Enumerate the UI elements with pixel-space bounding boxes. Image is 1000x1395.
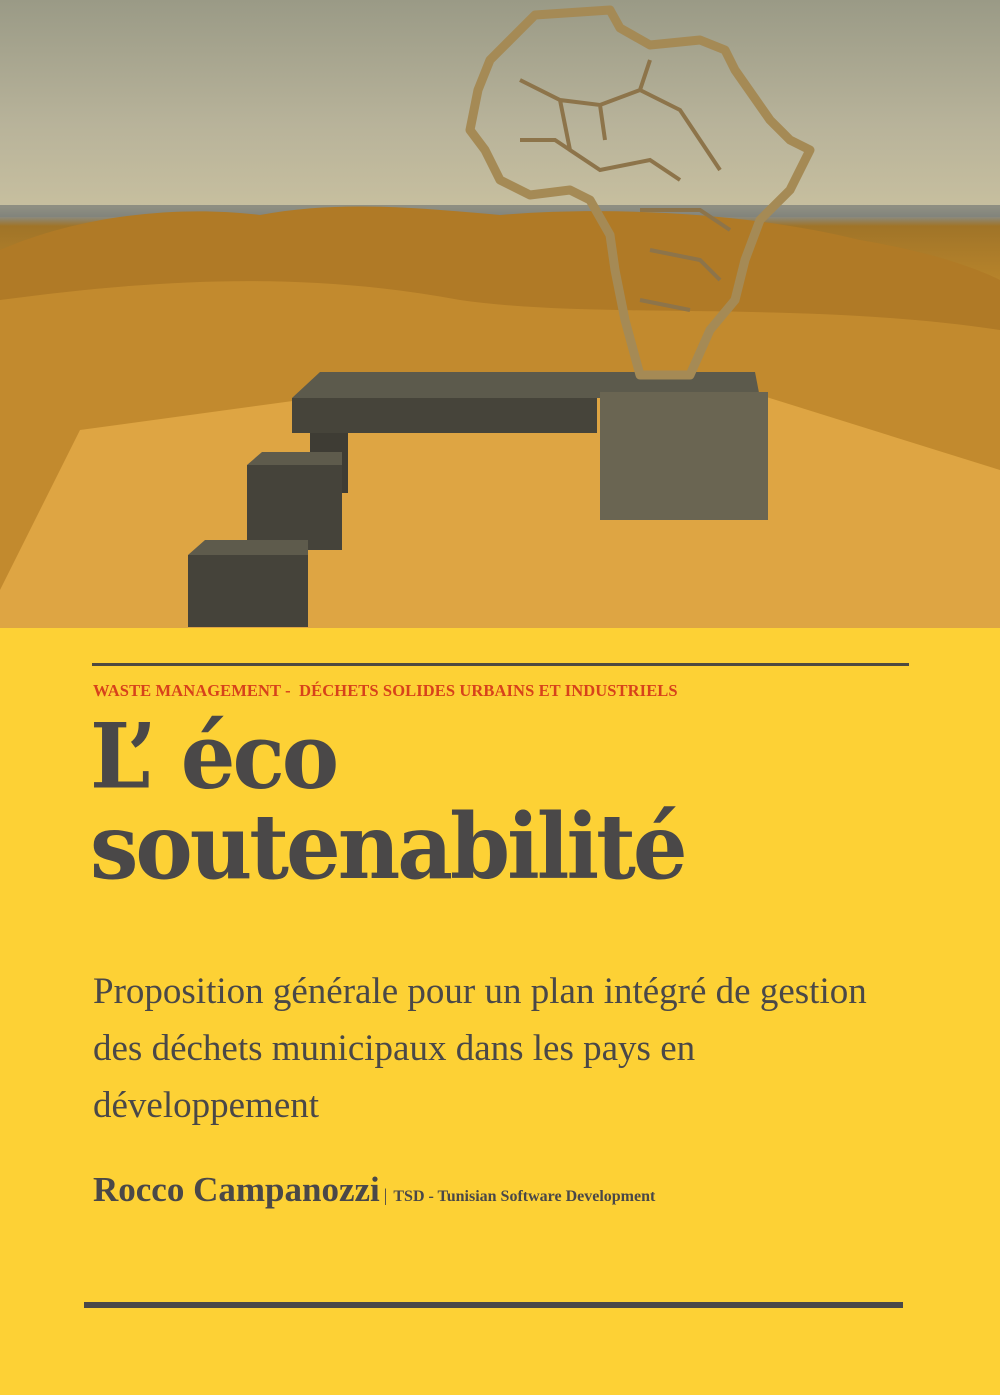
bottom-divider: [84, 1302, 903, 1308]
document-subtitle: Proposition générale pour un plan intégré de gestion des déchets municipaux dans les pays en développement: [93, 971, 867, 1126]
top-divider: [92, 663, 909, 666]
author-organization: TSD - Tunisian Software Development: [393, 1188, 656, 1205]
author-name: Rocco Campanozzi: [93, 1170, 380, 1209]
category-kicker: WASTE MANAGEMENT - DÉCHETS SOLIDES URBAINS ET INDUSTRIELS: [93, 681, 678, 700]
byline-separator: |: [383, 1185, 388, 1205]
title-line-2: soutenabilité: [90, 793, 685, 900]
cover-photo: [0, 0, 1000, 628]
byline: [93, 1170, 655, 1210]
document-title: [90, 703, 685, 900]
africa-sculpture-illustration: [0, 0, 1000, 628]
title-line-1: L’ éco: [90, 703, 337, 810]
